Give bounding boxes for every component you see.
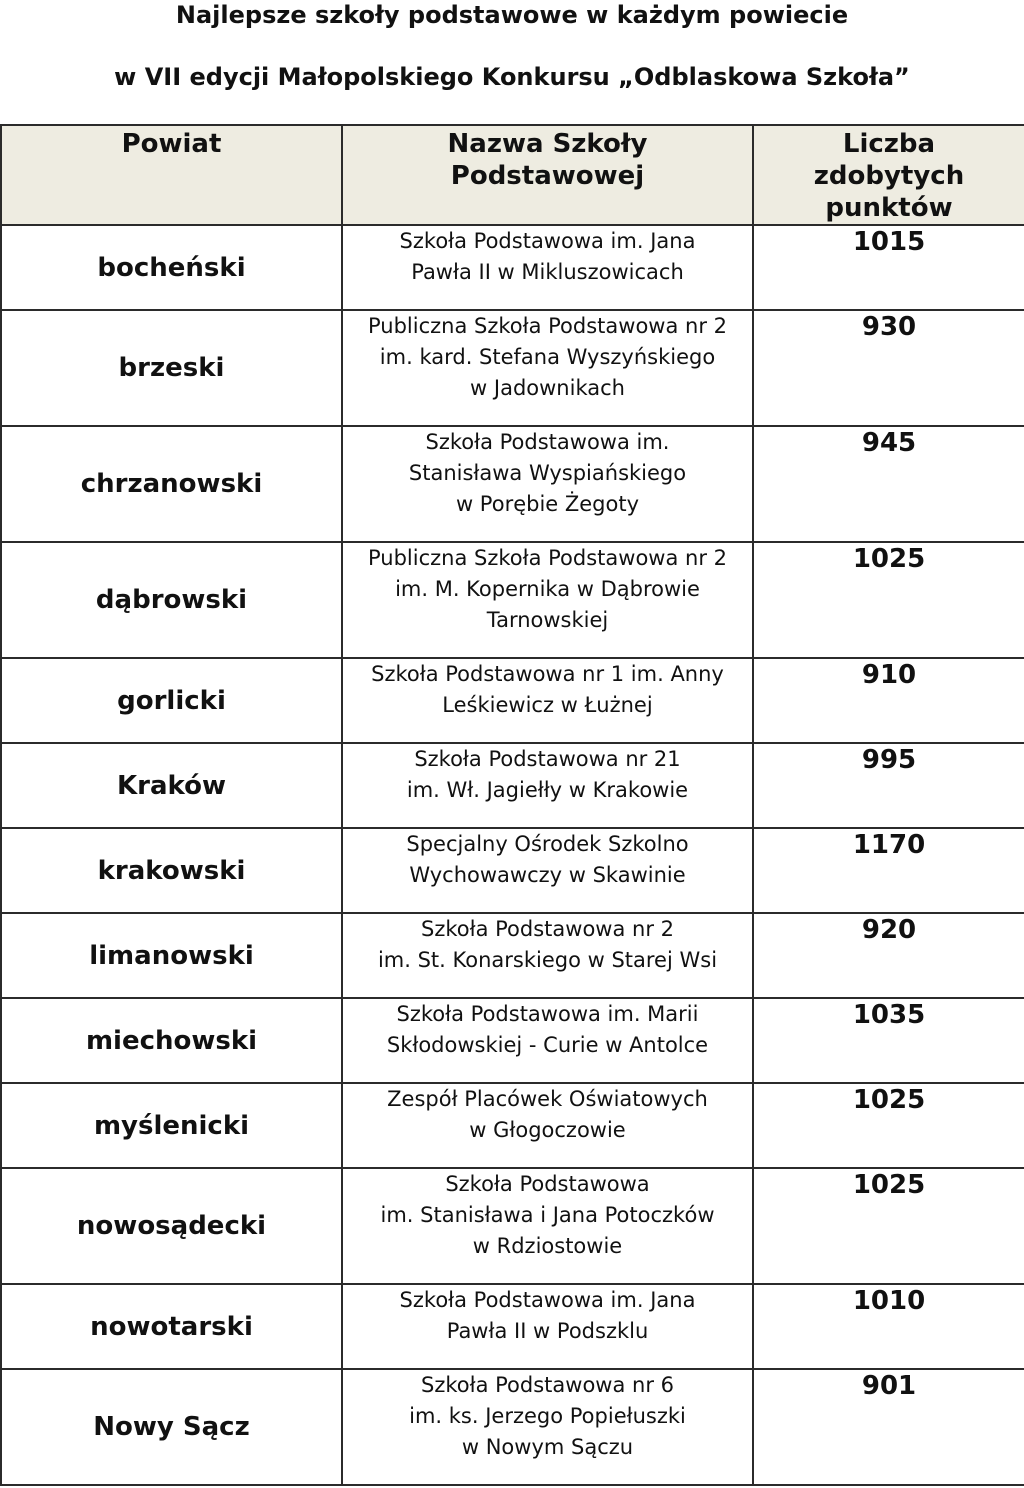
school-name-line: im. kard. Stefana Wyszyńskiego [379,345,716,369]
header-school-line-2: Podstawowej [450,161,645,191]
school-name-line: Specjalny Ośrodek Szkolno [406,832,689,856]
school-name-line: Szkoła Podstawowa nr 6 [421,1373,674,1397]
table-row [1,658,1024,743]
school-name-line: Wychowawczy w Skawinie [409,863,686,887]
school-name-line: Szkoła Podstawowa im. [425,430,670,454]
cell-points: 1025 [753,1168,1024,1284]
page-title-line-2: w VII edycji Małopolskiego Konkursu „Odblaskowa Szkoła” [114,63,910,91]
cell-points: 1010 [753,1284,1024,1369]
school-name-line: Pawła II w Podszklu [446,1319,649,1343]
cell-powiat: bocheński [1,225,342,310]
cell-school-name [342,426,753,542]
school-name-line: Skłodowskiej - Curie w Antolce [386,1033,709,1057]
school-name-line: w Głogoczowie [469,1118,626,1142]
school-name-line: w Nowym Sączu [461,1435,634,1459]
cell-powiat: gorlicki [1,658,342,743]
school-name-line: Leśkiewicz w Łużnej [442,693,653,717]
cell-school-name [342,1369,753,1485]
school-name-line: im. Stanisława i Jana Potoczków [380,1203,715,1227]
school-name-line: Publiczna Szkoła Podstawowa nr 2 [367,546,727,570]
cell-school-name [342,1284,753,1369]
header-points-line-1: Liczba [842,129,936,159]
cell-school-name [342,310,753,426]
table-row [1,743,1024,828]
table-row [1,426,1024,542]
header-powiat [1,125,342,225]
table-row [1,225,1024,310]
header-points [753,125,1024,225]
school-name-line: w Rdziostowie [472,1234,623,1258]
cell-points: 910 [753,658,1024,743]
table-row [1,310,1024,426]
cell-powiat: dąbrowski [1,542,342,658]
header-points-line-2: zdobytych [813,161,965,191]
school-name-line: im. M. Kopernika w Dąbrowie [395,577,700,601]
school-name-line: Szkoła Podstawowa im. Jana [399,1288,696,1312]
school-name-line: Szkoła Podstawowa nr 1 im. Anny [371,662,724,686]
cell-school-name [342,542,753,658]
school-name-line: Szkoła Podstawowa [445,1172,650,1196]
cell-points: 1025 [753,1083,1024,1168]
cell-points: 1015 [753,225,1024,310]
cell-powiat: chrzanowski [1,426,342,542]
cell-points: 920 [753,913,1024,998]
cell-powiat: Kraków [1,743,342,828]
cell-powiat: miechowski [1,998,342,1083]
school-name-line: Szkoła Podstawowa nr 2 [421,917,674,941]
table-row [1,1284,1024,1369]
header-powiat-label: Powiat [121,129,222,159]
header-school-name [342,125,753,225]
cell-points: 901 [753,1369,1024,1485]
table-row [1,998,1024,1083]
table-row [1,913,1024,998]
cell-school-name [342,658,753,743]
school-name-line: Szkoła Podstawowa im. Marii [396,1002,699,1026]
header-school-line-1: Nazwa Szkoły [447,129,648,159]
school-name-line: Zespół Placówek Oświatowych [387,1087,708,1111]
table-row [1,542,1024,658]
cell-points: 995 [753,743,1024,828]
school-name-line: w Jadownikach [470,376,625,400]
cell-powiat: myślenicki [1,1083,342,1168]
table-header-row [1,125,1024,225]
cell-powiat: Nowy Sącz [1,1369,342,1485]
cell-points: 1035 [753,998,1024,1083]
cell-points: 1170 [753,828,1024,913]
school-name-line: Pawła II w Mikluszowicach [411,260,684,284]
table-row [1,1369,1024,1485]
cell-school-name [342,913,753,998]
cell-powiat: nowosądecki [1,1168,342,1284]
cell-powiat: brzeski [1,310,342,426]
cell-powiat: krakowski [1,828,342,913]
cell-powiat: nowotarski [1,1284,342,1369]
cell-school-name [342,1083,753,1168]
cell-powiat: limanowski [1,913,342,998]
cell-school-name [342,225,753,310]
cell-points: 930 [753,310,1024,426]
school-name-line: Szkoła Podstawowa im. Jana [399,229,696,253]
table-body [1,225,1024,1485]
cell-school-name [342,998,753,1083]
school-name-line: w Porębie Żegoty [455,492,640,516]
school-name-line: im. ks. Jerzego Popiełuszki [409,1404,686,1428]
page-title-line-1: Najlepsze szkoły podstawowe w każdym powiecie [175,1,849,29]
school-name-line: Szkoła Podstawowa nr 21 [414,747,681,771]
school-name-line: im. Wł. Jagiełły w Krakowie [406,778,689,802]
cell-school-name [342,743,753,828]
table-row [1,1083,1024,1168]
school-name-line: Stanisława Wyspiańskiego [408,461,687,485]
table-row [1,1168,1024,1284]
cell-school-name [342,828,753,913]
table-row [1,828,1024,913]
school-name-line: Publiczna Szkoła Podstawowa nr 2 [367,314,727,338]
schools-table [0,124,1024,1486]
cell-points: 945 [753,426,1024,542]
school-name-line: Tarnowskiej [486,608,609,632]
school-name-line: im. St. Konarskiego w Starej Wsi [377,948,718,972]
cell-points: 1025 [753,542,1024,658]
header-points-line-3: punktów [825,193,953,223]
cell-school-name [342,1168,753,1284]
